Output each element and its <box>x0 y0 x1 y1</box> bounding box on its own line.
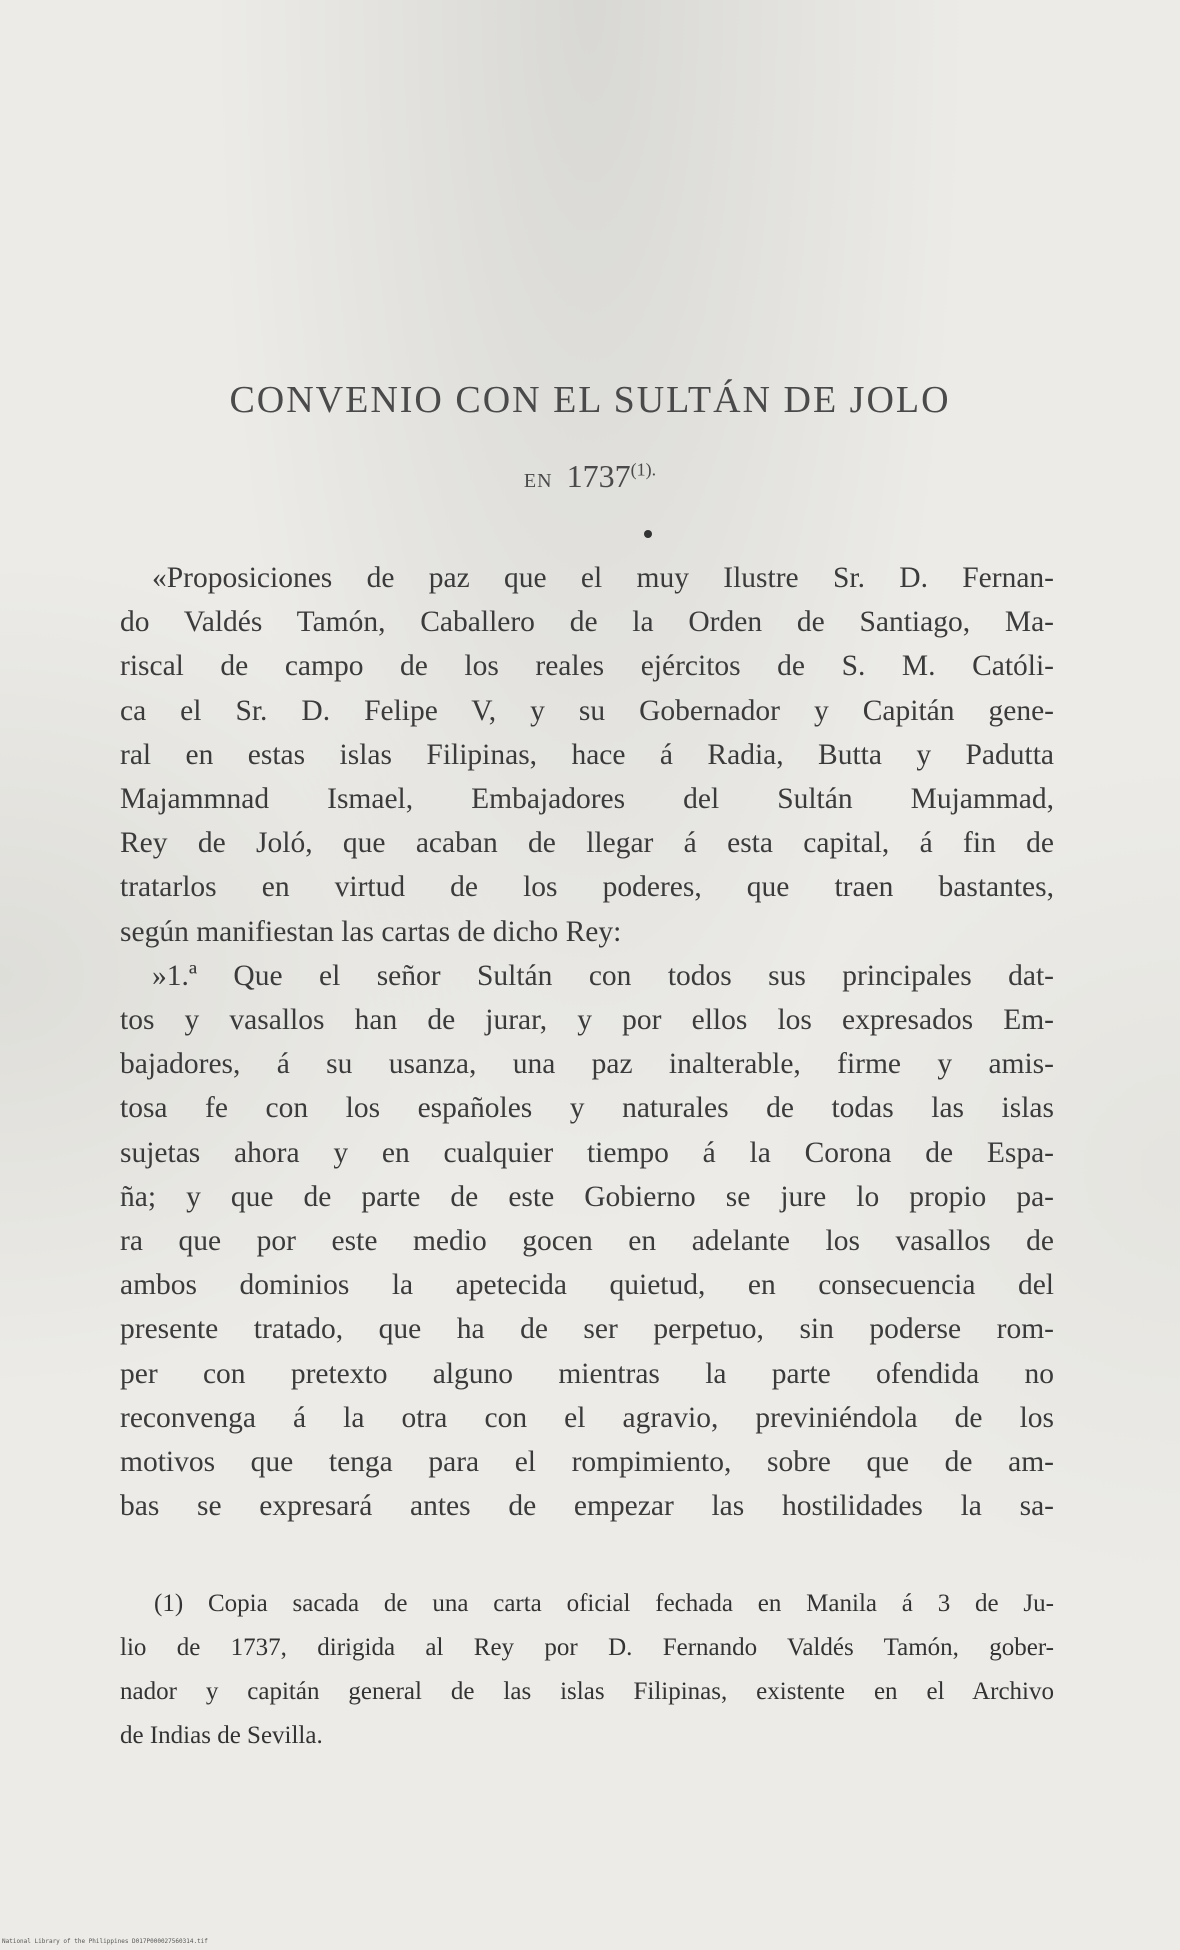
scan-source-label: National Library of the Philippines D017P000027560314.tif <box>2 1938 208 1945</box>
subtitle-year: 1737 <box>566 458 631 494</box>
body-line: riscal de campo de los reales ejércitos de S. M. Católi- <box>120 650 1054 683</box>
page-subtitle <box>0 458 1180 495</box>
body-line: tosa fe con los españoles y naturales de todas las islas <box>120 1092 1054 1125</box>
body-line: ra que por este medio gocen en adelante los vasallos de <box>120 1225 1054 1258</box>
footnote-line: lio de 1737, dirigida al Rey por D. Fernando Valdés Tamón, gober- <box>120 1634 1054 1661</box>
body-line: Majammnad Ismael, Embajadores del Sultán Mujammad, <box>120 783 1054 816</box>
footnote-reference: (1). <box>630 459 657 480</box>
footnote <box>120 1582 1054 1758</box>
footnote-line: de Indias de Sevilla. <box>120 1722 323 1749</box>
body-line: ambos dominios la apetecida quietud, en consecuencia del <box>120 1269 1054 1302</box>
body-line: per con pretexto alguno mientras la parte ofendida no <box>120 1357 1054 1390</box>
body-line: Rey de Joló, que acaban de llegar á esta capital, á fin de <box>120 827 1054 860</box>
body-line: do Valdés Tamón, Caballero de la Orden de Santiago, Ma- <box>120 606 1054 639</box>
body-line: ral en estas islas Filipinas, hace á Radia, Butta y Padutta <box>120 738 1054 771</box>
body-line: tos y vasallos han de jurar, y por ellos los expresados Em- <box>120 1004 1054 1037</box>
body-line: motivos que tenga para el rompimiento, sobre que de am- <box>120 1446 1054 1479</box>
page-title: CONVENIO CON EL SULTÁN DE JOLO <box>229 379 951 421</box>
body-paragraphs <box>120 556 1054 1528</box>
footnote-line: nador y capitán general de las islas Filipinas, existente en el Archivo <box>120 1678 1054 1705</box>
footnote-line: (1) Copia sacada de una carta oficial fechada en Manila á 3 de Ju- <box>154 1590 1054 1617</box>
body-line: reconvenga á la otra con el agravio, previniéndola de los <box>120 1401 1054 1434</box>
body-line: ca el Sr. D. Felipe V, y su Gobernador y Capitán gene- <box>120 694 1054 727</box>
body-line: presente tratado, que ha de ser perpetuo, sin poderse rom- <box>120 1313 1054 1346</box>
body-line: »1.ª Que el señor Sultán con todos sus principales dat- <box>152 959 1054 992</box>
subtitle-prefix: EN <box>523 470 553 492</box>
body-line: bajadores, á su usanza, una paz inalterable, firme y amis- <box>120 1048 1054 1081</box>
body-line: ña; y que de parte de este Gobierno se jure lo propio pa- <box>120 1180 1054 1213</box>
print-mark <box>644 530 652 538</box>
body-line: bas se expresará antes de empezar las hostilidades la sa- <box>120 1490 1054 1523</box>
body-line: tratarlos en virtud de los poderes, que traen bastantes, <box>120 871 1054 904</box>
body-line: sujetas ahora y en cualquier tiempo á la Corona de Espa- <box>120 1136 1054 1169</box>
body-line: según manifiestan las cartas de dicho Rey: <box>120 915 622 948</box>
body-line: «Proposiciones de paz que el muy Ilustre Sr. D. Fernan- <box>152 562 1054 594</box>
